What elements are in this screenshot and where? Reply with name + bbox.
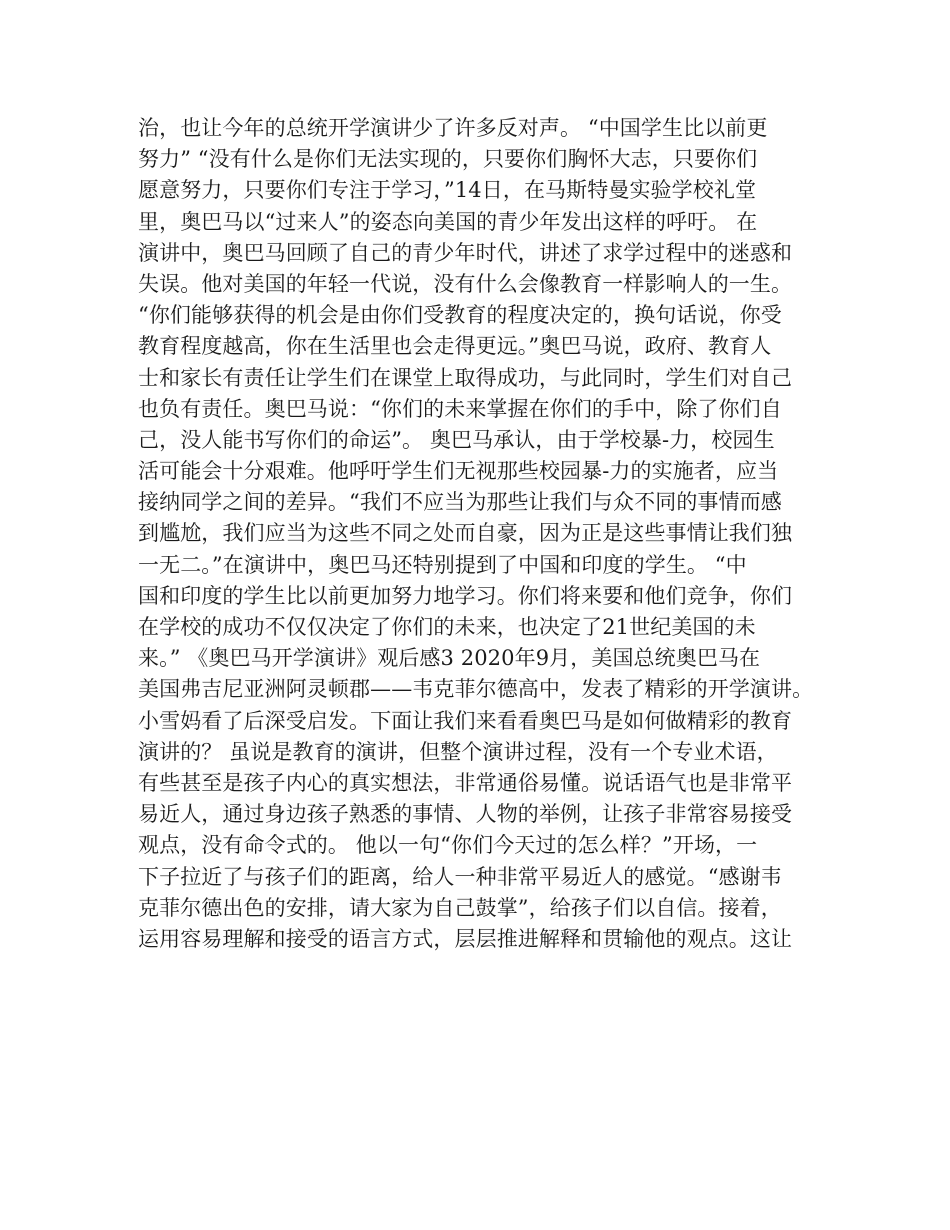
text-line: 愿意努力，只要你们专注于学习，”14日，在马斯特曼实验学校礼堂 <box>138 178 757 203</box>
text-line: 到尴尬，我们应当为这些不同之处而自豪，因为正是这些事情让我们独 <box>138 521 793 546</box>
text-line: 运用容易理解和接受的语言方式，层层推进解释和贯输他的观点。这让 <box>138 926 793 951</box>
text-line: 在学校的成功不仅仅决定了你们的未来，也决定了21世纪美国的未 <box>138 615 756 639</box>
text-line: 活可能会十分艰难。他呼吁学生们无视那些校园暴-力的实施者，应当 <box>138 459 779 484</box>
text-line: 士和家长有责任让学生们在课堂上取得成功，与此同时，学生们对自己 <box>138 365 793 390</box>
text-line: “你们能够获得的机会是由你们受教育的程度决定的，换句话说，你受 <box>138 303 782 328</box>
text-line: 也负有责任。奥巴马说：“你们的未来掌握在你们的手中，除了你们自 <box>138 396 782 421</box>
text-line: 国和印度的学生比以前更加努力地学习。你们将来要和他们竞争，你们 <box>138 583 793 608</box>
text-line: 一无二。”在演讲中，奥巴马还特别提到了中国和印度的学生。 “中 <box>138 552 747 577</box>
text-line: 失误。他对美国的年轻一代说，没有什么会像教育一样影响人的一生。 <box>138 271 793 296</box>
text-line: 美国弗吉尼亚洲阿灵顿郡——韦克菲尔德高中，发表了精彩的开学演讲。 <box>138 677 814 702</box>
text-line: 克菲尔德出色的安排，请大家为自己鼓掌”，给孩子们以自信。接着， <box>138 895 782 920</box>
text-line: 演讲的？ 虽说是教育的演讲，但整个演讲过程，没有一个专业术语， <box>138 739 778 764</box>
text-line: 治，也让今年的总统开学演讲少了许多反对声。 “中国学生比以前更 <box>138 116 768 140</box>
text-line: 小雪妈看了后深受启发。下面让我们来看看奥巴马是如何做精彩的教育 <box>138 708 793 733</box>
text-line: 演讲中，奥巴马回顾了自己的青少年时代，讲述了求学过程中的迷惑和 <box>138 240 793 265</box>
text-line: 有些甚至是孩子内心的真实想法，非常通俗易懂。说话语气也是非常平 <box>138 770 793 795</box>
text-line: 己，没人能书写你们的命运”。 奥巴马承认，由于学校暴-力，校园生 <box>138 427 775 452</box>
text-line: 接纳同学之间的差异。“我们不应当为那些让我们与众不同的事情而感 <box>138 490 782 515</box>
text-line: 里，奥巴马以“过来人”的姿态向美国的青少年发出这样的呼吁。 在 <box>138 209 758 234</box>
text-line: 来。” 《奥巴马开学演讲》观后感3 2020年9月，美国总统奥巴马在 <box>138 646 761 671</box>
text-line: 观点，没有命令式的。 他以一句“你们今天过的怎么样？”开场，一 <box>138 833 758 858</box>
text-line: 下子拉近了与孩子们的距离，给人一种非常平易近人的感觉。“感谢韦 <box>138 864 782 889</box>
text-line: 易近人，通过身边孩子熟悉的事情、人物的举例，让孩子非常容易接受 <box>138 802 793 827</box>
body-text <box>138 113 828 955</box>
text-line: 教育程度越高，你在生活里也会走得更远。”奥巴马说，政府、教育人 <box>138 334 772 359</box>
text-line: 努力” “没有什么是你们无法实现的，只要你们胸怀大志，只要你们 <box>138 147 758 172</box>
